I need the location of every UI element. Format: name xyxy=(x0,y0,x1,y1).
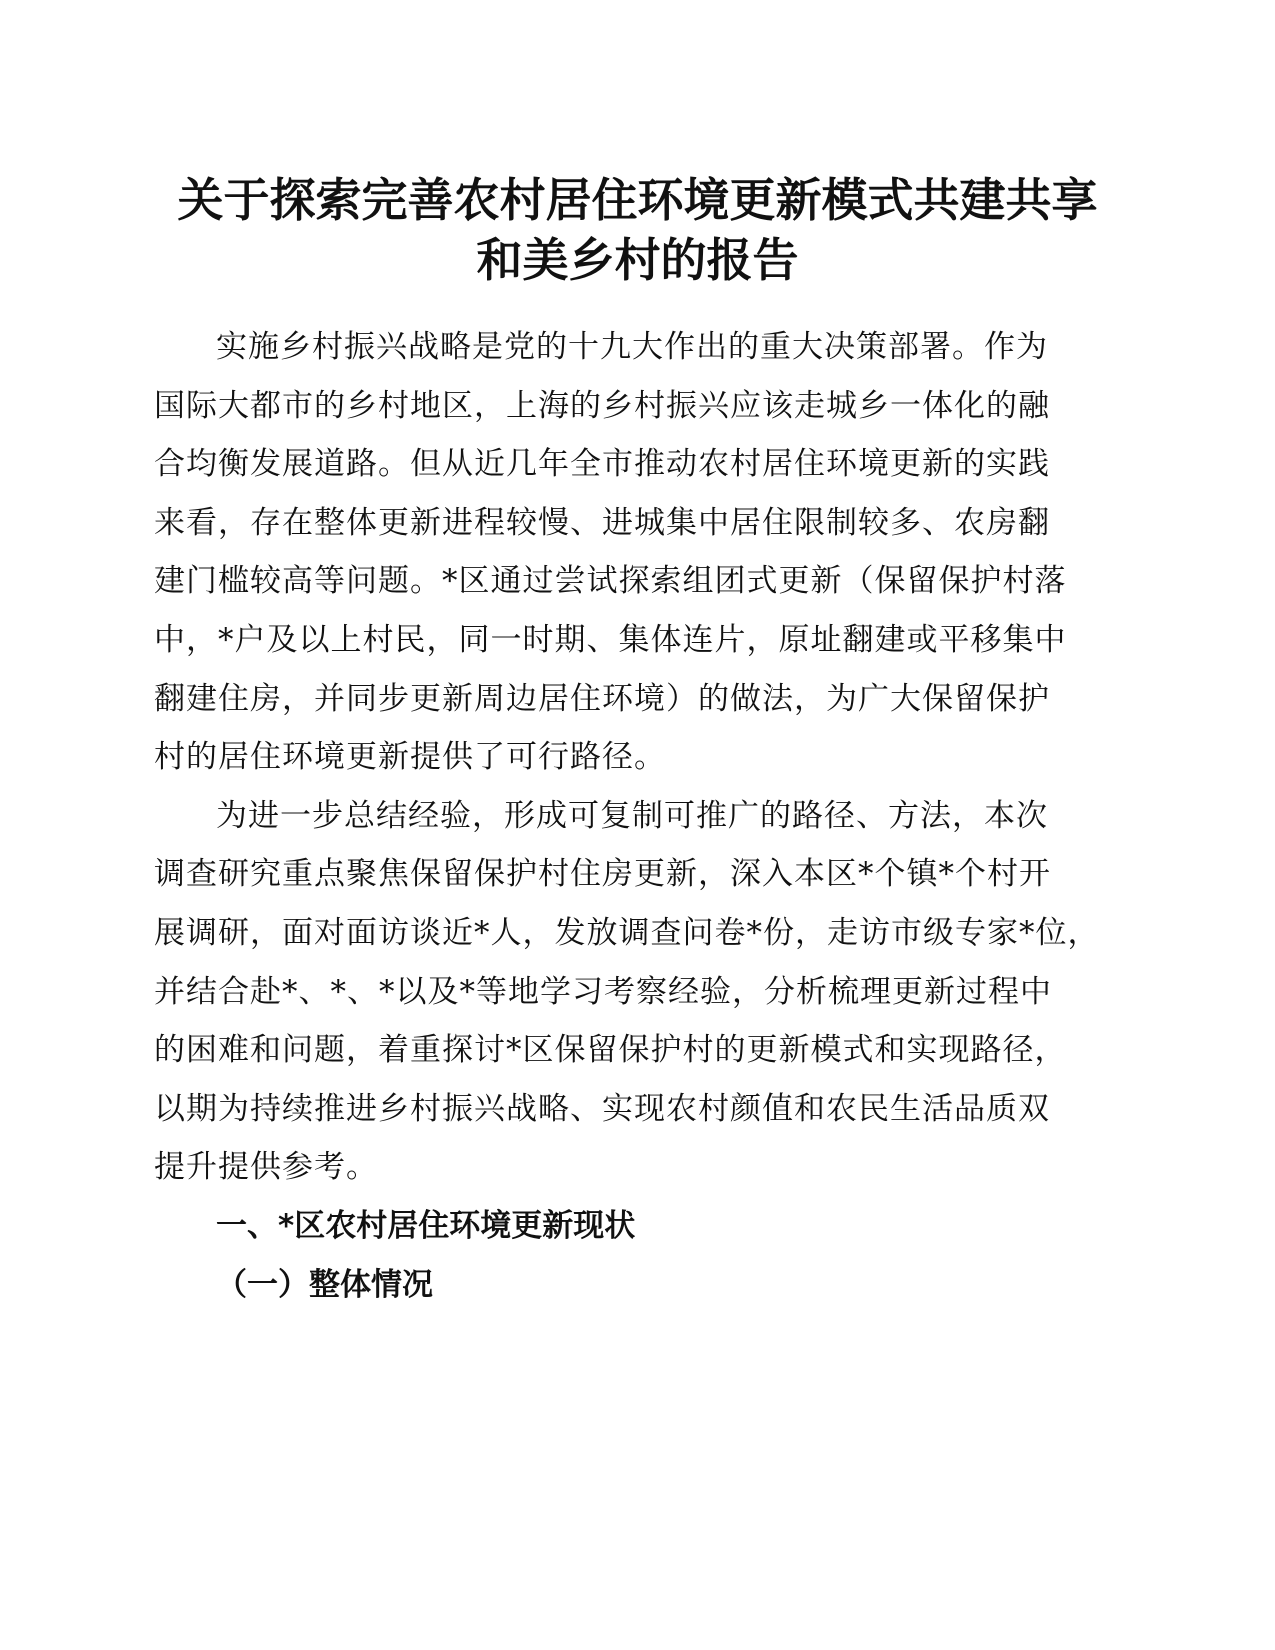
paragraph-line: 提升提供参考。 xyxy=(154,1149,378,1186)
paragraph-1 xyxy=(154,318,1114,787)
paragraph-line: 以期为持续推进乡村振兴战略、实现农村颜值和农民生活品质双 xyxy=(154,1090,1050,1127)
paragraph-line: 合均衡发展道路。但从近几年全市推动农村居住环境更新的实践 xyxy=(154,446,1050,483)
document-title xyxy=(120,170,1155,290)
paragraph-line: 国际大都市的乡村地区，上海的乡村振兴应该走城乡一体化的融 xyxy=(154,387,1050,424)
paragraph-line: 为进一步总结经验，形成可复制可推广的路径、方法，本次 xyxy=(216,797,1048,834)
title-line-2: 和美乡村的报告 xyxy=(476,233,799,287)
paragraph-line: 建门槛较高等问题。*区通过尝试探索组团式更新（保留保护村落 xyxy=(154,563,1067,600)
paragraph-line: 翻建住房，并同步更新周边居住环境）的做法，为广大保留保护 xyxy=(154,680,1050,717)
paragraph-line: 中，*户及以上村民，同一时期、集体连片，原址翻建或平移集中 xyxy=(154,621,1067,658)
paragraph-line: 实施乡村振兴战略是党的十九大作出的重大决策部署。作为 xyxy=(216,329,1048,365)
paragraph-line: 的困难和问题，着重探讨*区保留保护村的更新模式和实现路径， xyxy=(154,1032,1067,1069)
paragraph-line: 展调研，面对面访谈近*人，发放调查问卷*份，走访市级专家*位， xyxy=(154,914,1100,951)
paragraph-2 xyxy=(154,787,1114,1197)
paragraph-line: 并结合赴*、*、*以及*等地学习考察经验，分析梳理更新过程中 xyxy=(154,973,1052,1010)
subsection-heading: （一）整体情况 xyxy=(216,1266,433,1303)
paragraph-line: 调查研究重点聚焦保留保护村住房更新，深入本区*个镇*个村开 xyxy=(154,856,1051,893)
paragraph-line: 村的居住环境更新提供了可行路径。 xyxy=(154,739,666,776)
title-line-1: 关于探索完善农村居住环境更新模式共建共享 xyxy=(177,173,1098,227)
paragraph-line: 来看，存在整体更新进程较慢、进城集中居住限制较多、农房翻 xyxy=(154,504,1050,541)
section-heading: 一、*区农村居住环境更新现状 xyxy=(216,1207,636,1244)
document-body xyxy=(154,318,1114,1314)
